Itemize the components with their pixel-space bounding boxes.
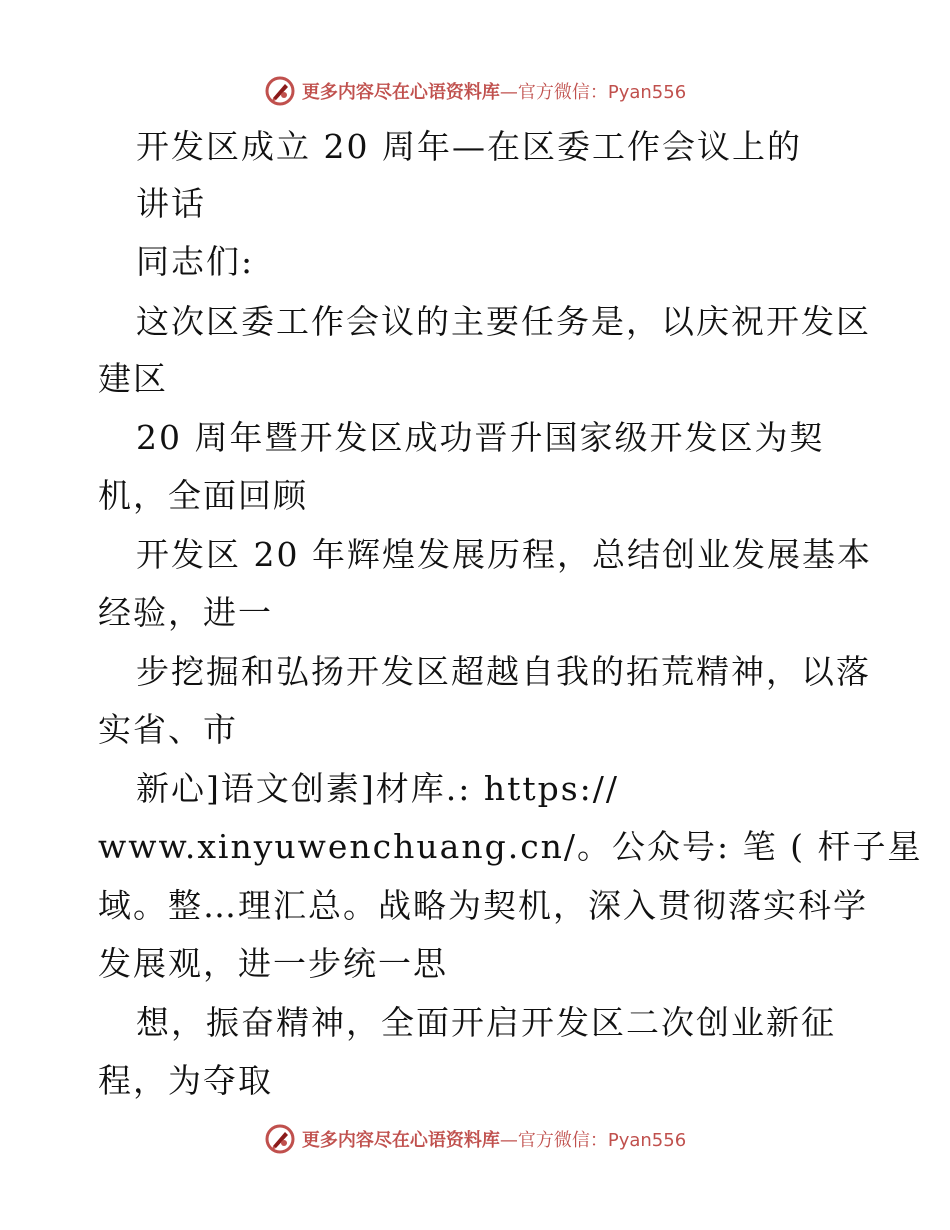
- header-banner-text: [302, 78, 686, 104]
- footer-wechat-label: 官方微信：: [517, 1130, 608, 1151]
- pen-logo-icon: [264, 1123, 296, 1155]
- footer-separator: —: [499, 1130, 518, 1151]
- paragraph-line: 机，全面回顾: [98, 476, 308, 515]
- header-wechat-id: Pyan556: [607, 82, 687, 103]
- paragraph-line: 这次区委工作会议的主要任务是，以庆祝开发区: [136, 302, 871, 341]
- paragraph-line: 程，为夺取: [98, 1061, 273, 1100]
- footer-brand-text: 更多内容尽在心语资料库: [301, 1130, 500, 1151]
- footer-wechat-id: Pyan556: [607, 1130, 687, 1151]
- paragraph-line: 想，振奋精神，全面开启开发区二次创业新征: [136, 1003, 836, 1042]
- header-brand-text: 更多内容尽在心语资料库: [301, 82, 500, 103]
- paragraph-line: 经验，进一: [98, 593, 273, 632]
- paragraph-line: www.xinyuwenchuang.cn/。公众号: 笔 ( 杆子星: [98, 827, 923, 866]
- pen-logo-icon: [264, 75, 296, 107]
- paragraph-line: 域。整…理汇总。战略为契机，深入贯彻落实科学: [98, 886, 868, 925]
- header-wechat-label: 官方微信：: [517, 82, 608, 103]
- header-banner: [0, 74, 950, 108]
- paragraph-line: 发展观，进一步统一思: [98, 944, 448, 983]
- footer-banner-text: [302, 1126, 686, 1152]
- document-title-line-2: 讲话: [136, 184, 206, 223]
- paragraph-line: 20 周年暨开发区成功晋升国家级开发区为契: [136, 418, 825, 457]
- salutation: 同志们:: [136, 242, 255, 281]
- paragraph-line: 步挖掘和弘扬开发区超越自我的拓荒精神，以落: [136, 652, 871, 691]
- document-title-line-1: 开发区成立 20 周年—在区委工作会议上的: [136, 127, 802, 166]
- paragraph-line: 实省、市: [98, 710, 238, 749]
- paragraph-line: 建区: [98, 359, 168, 398]
- paragraph-line: 新心]语文创素]材库.: https://: [136, 769, 620, 808]
- footer-banner: [0, 1122, 950, 1156]
- header-separator: —: [499, 82, 518, 103]
- paragraph-line: 开发区 20 年辉煌发展历程，总结创业发展基本: [136, 535, 872, 574]
